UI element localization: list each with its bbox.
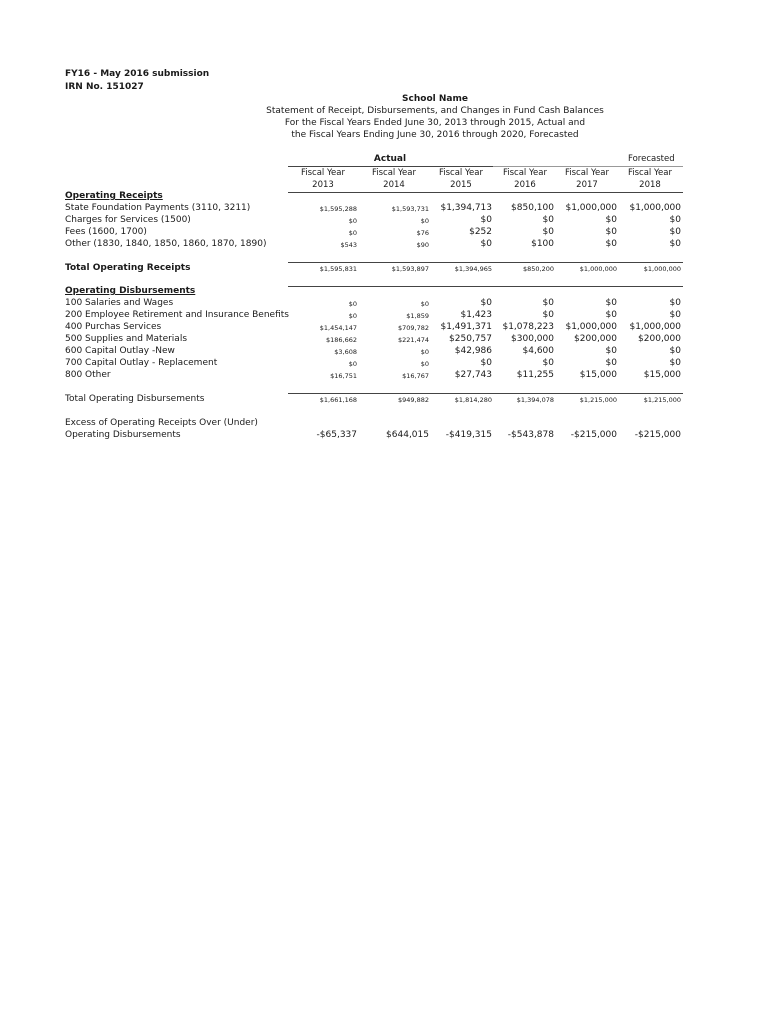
table-cell: $0 [420,217,429,225]
table-cell: $1,394,965 [454,265,492,273]
forecasted-group-rule [493,166,683,167]
table-cell: $250,757 [449,334,492,344]
table-cell: $1,000,000 [565,322,617,332]
total-disbursements-label: Total Operating Disbursements [65,394,205,404]
statement-title: Statement of Receipt, Disbursements, and Changes in Fund Cash Balances [266,106,604,116]
actual-group-rule [288,166,493,167]
table-cell: $1,423 [460,310,492,320]
table-cell: $1,000,000 [579,265,617,273]
table-cell: $0 [669,310,681,320]
table-cell: $0 [480,298,492,308]
disb-label-capital-new: 600 Capital Outlay -New [65,346,175,356]
table-cell: $0 [605,298,617,308]
col-header-2014-l2: 2014 [383,180,405,190]
col-header-2016-l2: 2016 [514,180,536,190]
col-header-2018-l1: Fiscal Year [627,168,672,178]
table-cell: -$543,878 [507,430,554,440]
disbursements-top-rule [288,286,683,287]
table-cell: $1,394,713 [440,203,492,213]
column-header-rule [288,192,683,193]
col-header-2015-l1: Fiscal Year [438,168,483,178]
table-cell: $850,200 [522,265,554,273]
period-line-2: the Fiscal Years Ending June 30, 2016 through 2020, Forecasted [291,130,579,140]
table-cell: $0 [669,346,681,356]
table-cell: $200,000 [638,334,681,344]
disb-label-capital-replacement: 700 Capital Outlay - Replacement [65,358,218,368]
table-cell: $90 [416,241,429,249]
table-cell: $252 [469,227,492,237]
table-cell: $0 [542,215,554,225]
table-cell: $850,100 [511,203,554,213]
table-cell: $0 [348,360,357,368]
table-cell: $16,751 [330,372,357,380]
table-cell: $0 [420,348,429,356]
excess-label-line-2: Operating Disbursements [65,430,181,440]
table-cell: $0 [605,227,617,237]
table-cell: $0 [480,358,492,368]
table-cell: $1,814,280 [454,396,492,404]
receipt-label-fees: Fees (1600, 1700) [65,227,147,237]
col-header-2014-l1: Fiscal Year [371,168,416,178]
receipts-heading: Operating Receipts [65,191,163,201]
table-cell: $0 [542,358,554,368]
table-cell: $0 [605,239,617,249]
table-cell: -$65,337 [316,430,357,440]
table-cell: $1,000,000 [565,203,617,213]
table-cell: $0 [542,298,554,308]
col-header-2018-l2: 2018 [639,180,661,190]
table-cell: $300,000 [511,334,554,344]
table-cell: $709,782 [397,324,429,332]
table-cell: $0 [542,227,554,237]
table-cell: $949,882 [397,396,429,404]
table-cell: $15,000 [643,370,681,380]
col-header-2017-l1: Fiscal Year [564,168,609,178]
table-cell: $0 [605,310,617,320]
table-cell: $0 [669,215,681,225]
table-cell: -$419,315 [445,430,492,440]
actual-group-label: Actual [373,154,407,164]
receipt-label-state-foundation: State Foundation Payments (3110, 3211) [65,203,251,213]
table-cell: $0 [348,300,357,308]
table-cell: $200,000 [574,334,617,344]
table-cell: $27,743 [454,370,492,380]
table-cell: $221,474 [397,336,429,344]
col-header-2017-l2: 2017 [576,180,598,190]
disb-label-salaries: 100 Salaries and Wages [65,298,174,308]
school-name: School Name [402,94,468,104]
table-cell: -$215,000 [634,430,681,440]
total-receipts-label: Total Operating Receipts [65,263,191,273]
table-cell: $0 [605,346,617,356]
table-cell: $15,000 [579,370,617,380]
table-cell: $0 [669,298,681,308]
table-cell: $0 [669,227,681,237]
table-cell: $1,000,000 [629,203,681,213]
table-cell: $1,595,831 [319,265,357,273]
disb-label-retirement: 200 Employee Retirement and Insurance Benefits [65,310,289,320]
table-cell: $76 [416,229,429,237]
table-cell: $100 [531,239,554,249]
table-cell: $0 [669,358,681,368]
forecasted-group-label: Forecasted [628,154,675,164]
disb-label-supplies: 500 Supplies and Materials [65,334,188,344]
excess-label-line-1: Excess of Operating Receipts Over (Under) [65,418,258,428]
table-cell: $0 [480,215,492,225]
table-cell: $0 [348,217,357,225]
disb-label-purchased-services: 400 Purchas Services [65,322,162,332]
table-cell: $1,661,168 [319,396,357,404]
receipts-total-rule [288,262,683,263]
table-cell: $42,986 [454,346,492,356]
col-header-2013-l1: Fiscal Year [300,168,345,178]
table-cell: -$215,000 [570,430,617,440]
table-cell: $1,215,000 [643,396,681,404]
table-cell: $0 [348,229,357,237]
table-cell: $186,662 [325,336,357,344]
table-cell: $0 [420,300,429,308]
receipt-label-other: Other (1830, 1840, 1850, 1860, 1870, 1890) [65,239,267,249]
col-header-2015-l2: 2015 [450,180,472,190]
disbursements-heading: Operating Disbursements [65,286,196,296]
table-cell: $0 [420,360,429,368]
receipt-label-charges: Charges for Services (1500) [65,215,191,225]
table-cell: $1,593,731 [391,205,429,213]
table-cell: $543 [340,241,357,249]
submission-label: FY16 - May 2016 submission [65,69,210,79]
table-cell: $1,491,371 [440,322,492,332]
table-cell: $16,767 [402,372,429,380]
table-cell: $0 [605,215,617,225]
col-header-2013-l2: 2013 [312,180,334,190]
table-cell: $1,859 [406,312,429,320]
table-cell: $0 [605,358,617,368]
table-cell: $1,215,000 [579,396,617,404]
table-cell: $644,015 [386,430,429,440]
table-cell: $4,600 [522,346,554,356]
table-cell: $1,595,288 [319,205,357,213]
table-cell: $1,454,147 [319,324,357,332]
table-cell: $0 [480,239,492,249]
disbursements-total-rule [288,393,683,394]
table-cell: $1,593,897 [391,265,429,273]
table-cell: $3,608 [334,348,357,356]
table-cell: $0 [542,310,554,320]
table-cell: $0 [348,312,357,320]
period-line-1: For the Fiscal Years Ended June 30, 2013 through 2015, Actual and [284,118,586,128]
table-cell: $1,394,078 [516,396,554,404]
table-cell: $11,255 [516,370,554,380]
col-header-2016-l1: Fiscal Year [502,168,547,178]
disb-label-other: 800 Other [65,370,111,380]
table-cell: $1,000,000 [629,322,681,332]
table-cell: $1,000,000 [643,265,681,273]
table-cell: $0 [669,239,681,249]
table-cell: $1,078,223 [502,322,554,332]
irn-number: IRN No. 151027 [65,82,144,92]
